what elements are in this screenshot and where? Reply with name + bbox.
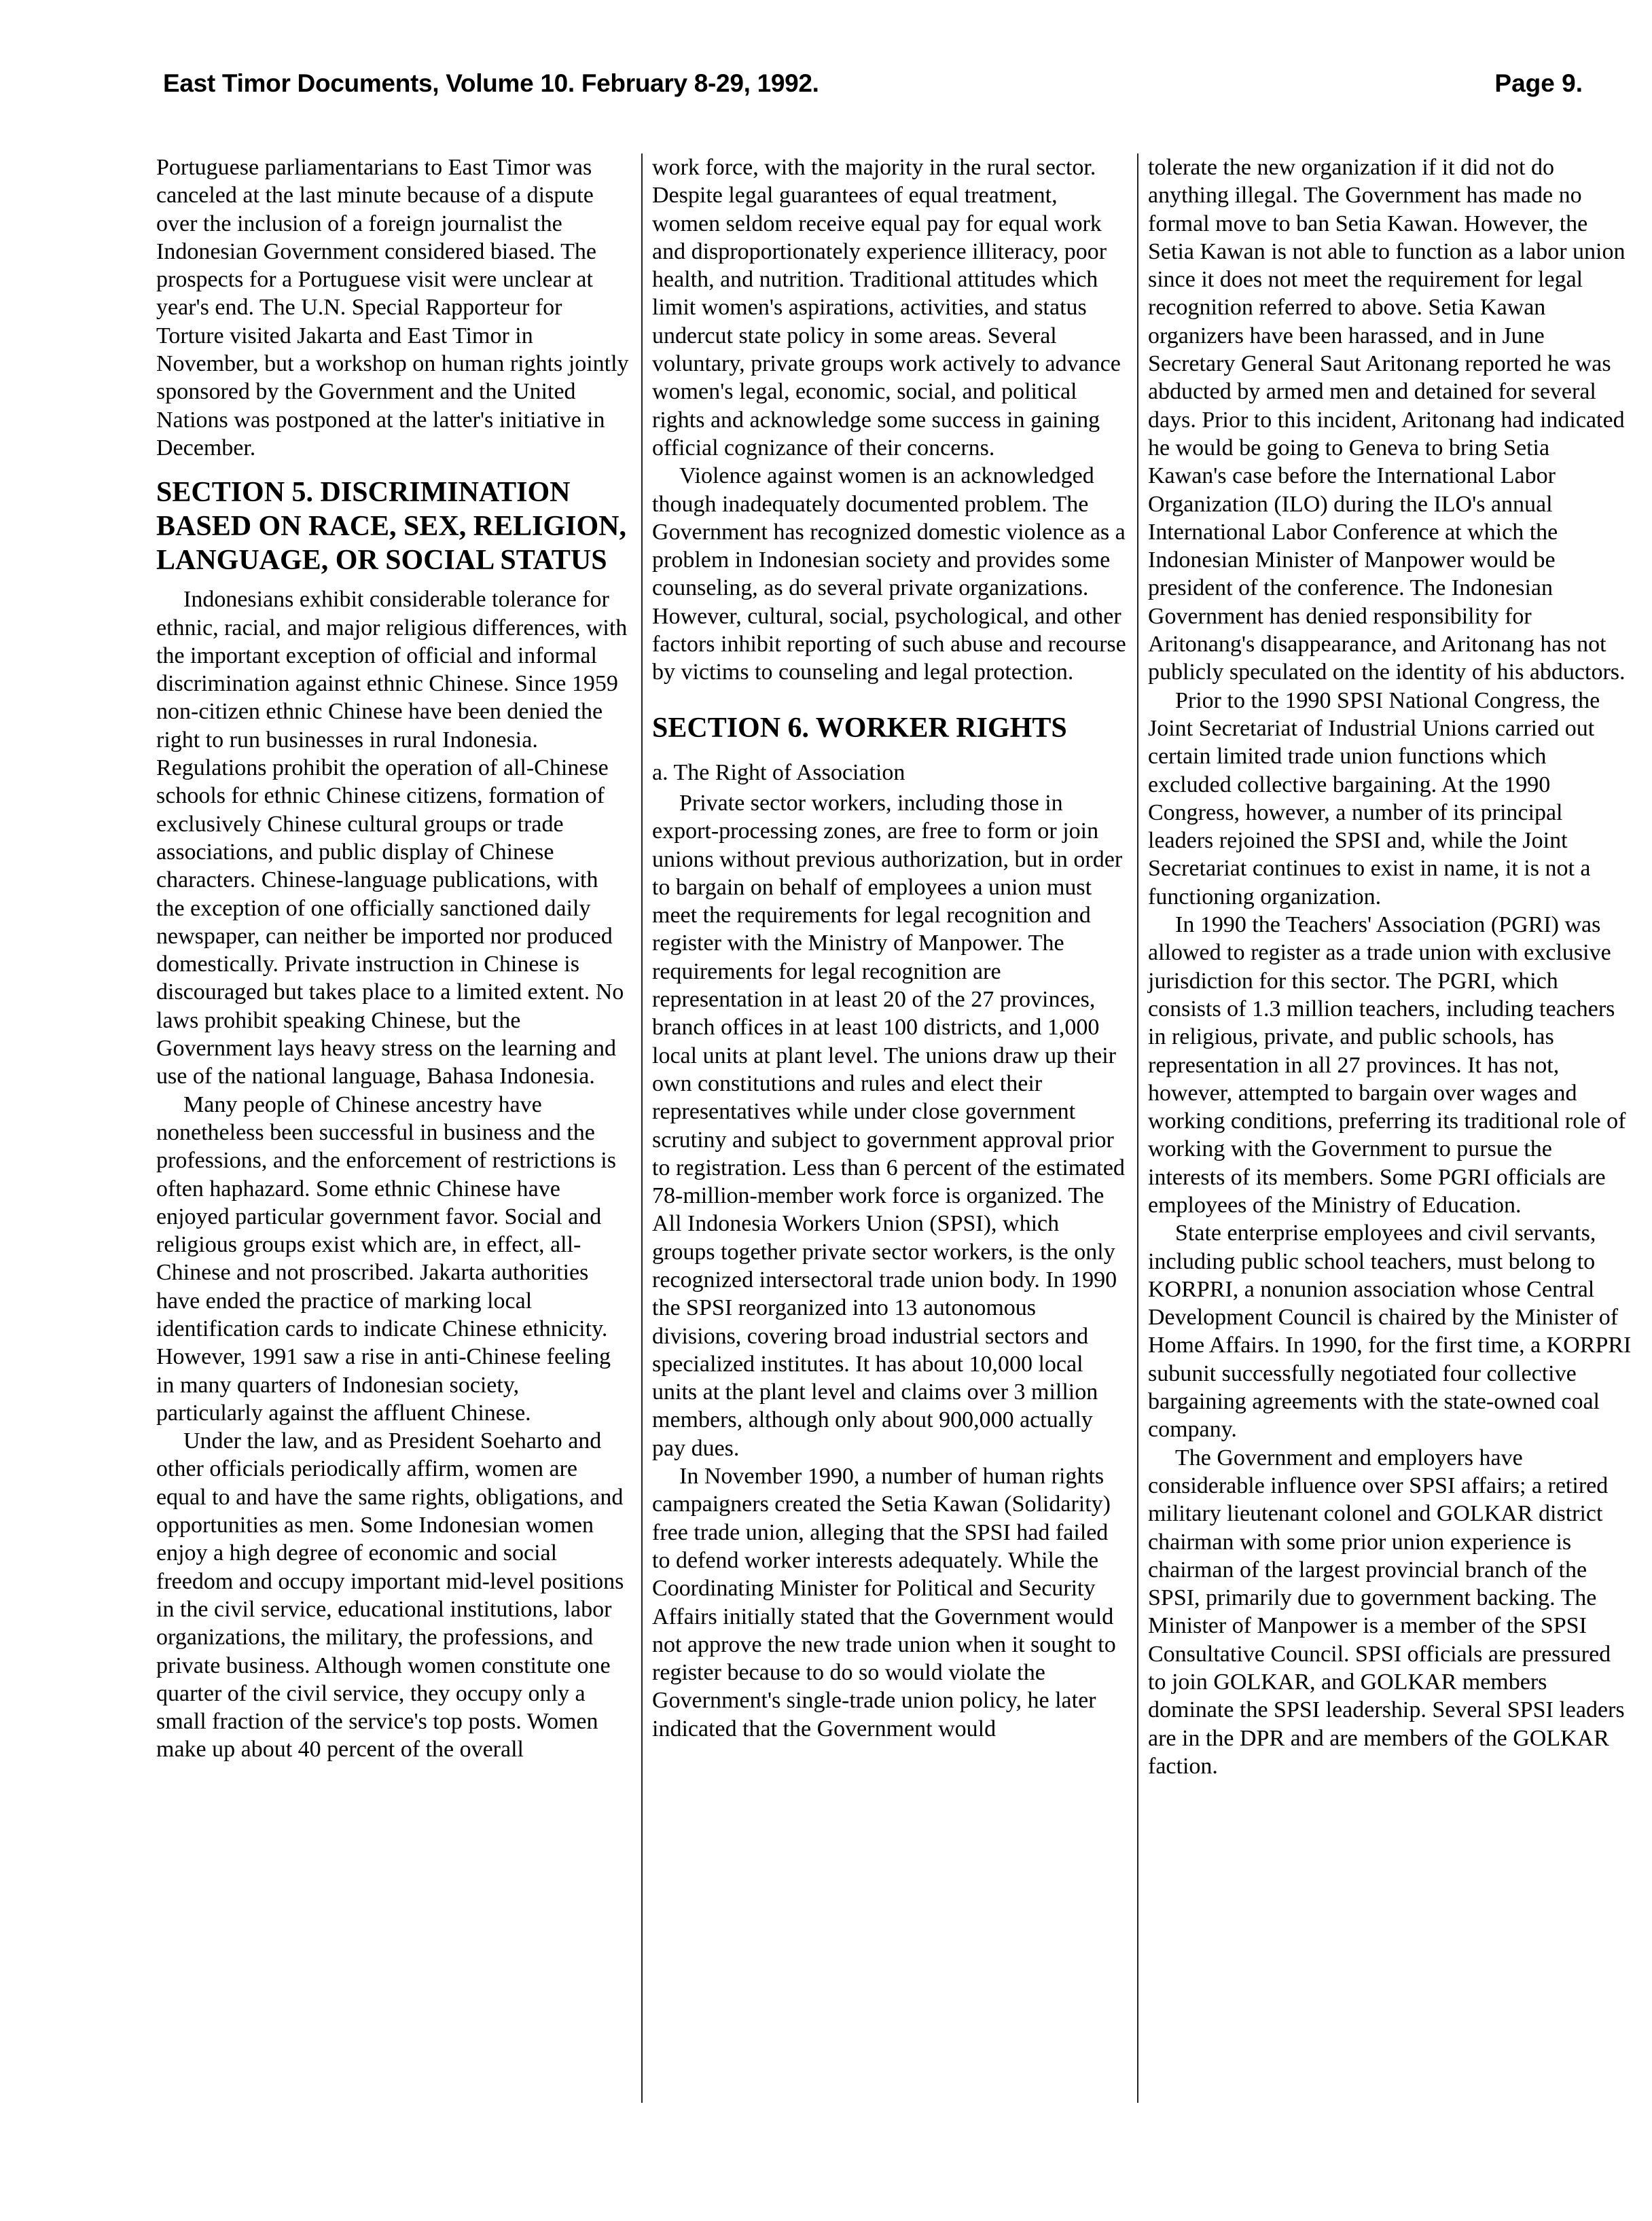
text-column-2 <box>652 154 1128 1743</box>
paragraph: Violence against women is an acknowledged though inadequately documented problem. The Government has recognized domestic violence as a problem in Indonesian society and provides some counseling, as do several private organizations. However, cultural, social, psychological, and other factors inhibit reporting of such abuse and recourse by victims to counseling and legal protection. <box>652 463 1126 685</box>
paragraph: Indonesians exhibit considerable tolerance for ethnic, racial, and major religious differences, with the important exception of official and informal discrimination against ethnic Chinese. Since 1959 non-citizen ethnic Chinese have been denied the right to run businesses in rural Indonesia. Regulations prohibit the operation of all-Chinese schools for ethnic Chinese citizens, formation of exclusively Chinese cultural groups or trade associations, and public display of Chinese characters. Chinese-language publications, with the exception of one officially sanctioned daily newspaper, can neither be imported nor produced domestically. Private instruction in Chinese is discouraged but takes place to a limited extent. No laws prohibit speaking Chinese, but the Government lays heavy stress on the learning and use of the national language, Bahasa Indonesia. <box>156 587 628 1089</box>
paragraph: work force, with the majority in the rural sector. Despite legal guarantees of equal treatment, women seldom receive equal pay for equal work and disproportionately experience illiteracy, poor health, and nutrition. Traditional attitudes which limit women's aspirations, activities, and status undercut state policy in some areas. Several voluntary, private groups work actively to advance women's legal, economic, social, and political rights and acknowledge some success in gaining official cognizance of their concerns. <box>652 155 1121 461</box>
paragraph: Private sector workers, including those in export-processing zones, are free to form or join unions without previous authorization, but in order to bargain on behalf of employees a union must meet the requirements for legal recognition and register with the Ministry of Manpower. The requirements for legal recognition are representation in at least 20 of the 27 provinces, branch offices in at least 100 districts, and 1,000 local units at plant level. The unions draw up their own constitutions and rules and elect their representatives while under close government scrutiny and subject to government approval prior to registration. Less than 6 percent of the estimated 78-million-member work force is organized. The All Indonesia Workers Union (SPSI), which groups together private sector workers, is the only recognized intersectoral trade union body. In 1990 the SPSI reorganized into 13 autonomous divisions, covering broad industrial sectors and specialized institutes. It has about 10,000 local units at the plant level and claims over 3 million members, although only about 900,000 actually pay dues. <box>652 790 1125 1461</box>
paragraph: Many people of Chinese ancestry have nonetheless been successful in business and the professions, and the enforcement of restrictions is often haphazard. Some ethnic Chinese have enjoyed particular government favor. Social and religious groups exist which are, in effect, all-Chinese and not proscribed. Jakarta authorities have ended the practice of marking local identification cards to indicate Chinese ethnicity. However, 1991 saw a rise in anti-Chinese feeling in many quarters of Indonesian society, particularly against the affluent Chinese. <box>156 1091 616 1426</box>
section-heading: SECTION 6. WORKER RIGHTS <box>652 712 1067 744</box>
page-header <box>163 69 1583 117</box>
paragraph: Prior to the 1990 SPSI National Congress, the Joint Secretariat of Industrial Unions carried out certain limited trade union functions which excluded collective bargaining. At the 1990 Congress, however, a number of its principal leaders rejoined the SPSI and, while the Joint Secretariat continues to exist in name, it is not a functioning organization. <box>1148 687 1600 909</box>
text-column-3 <box>1148 154 1632 1780</box>
document-title: East Timor Documents, Volume 10. February 8-29, 1992. <box>163 69 819 97</box>
column-divider <box>1137 154 1138 2103</box>
text-column-1 <box>156 154 630 1764</box>
column-divider <box>641 154 643 2103</box>
page-number: Page 9. <box>1494 69 1583 97</box>
paragraph: In 1990 the Teachers' Association (PGRI) was allowed to register as a trade union with exclusive jurisdiction for this sector. The PGRI, which consists of 1.3 million teachers, including teachers in religious, private, and public schools, has representation in all 27 provinces. It has not, however, attempted to bargain over wages and working conditions, preferring its traditional role of working with the Government to pursue the interests of its members. Some PGRI officials are employees of the Ministry of Education. <box>1148 912 1626 1218</box>
paragraph: tolerate the new organization if it did not do anything illegal. The Government has made no formal move to ban Setia Kawan. However, the Setia Kawan is not able to function as a labor union since it does not meet the requirement for legal recognition referred to above. Setia Kawan organizers have been harassed, and in June Secretary General Saut Aritonang reported he was abducted by armed men and detained for several days. Prior to this incident, Aritonang had indicated he would be going to Geneva to bring Setia Kawan's case before the International Labor Organization (ILO) during the ILO's annual International Labor Conference at which the Indonesian Minister of Manpower would be president of the conference. The Indonesian Government has denied responsibility for Aritonang's disappearance, and Aritonang has not publicly speculated on the identity of his abductors. <box>1148 155 1626 685</box>
section-heading: SECTION 5. DISCRIMINATION BASED ON RACE, SEX, RELIGION, LANGUAGE, OR SOCIAL STATUS <box>156 477 626 577</box>
paragraph: State enterprise employees and civil servants, including public school teachers, must belong to KORPRI, a nonunion association whose Central Development Council is chaired by the Minister of Home Affairs. In 1990, for the first time, a KORPRI subunit successfully negotiated four collective bargaining agreements with the state-owned coal company. <box>1148 1221 1632 1443</box>
paragraph: The Government and employers have considerable influence over SPSI affairs; a retired military lieutenant colonel and GOLKAR district chairman with some prior union experience is chairman of the largest provincial branch of the SPSI, primarily due to government backing. The Minister of Manpower is a member of the SPSI Consultative Council. SPSI officials are pressured to join GOLKAR, and GOLKAR members dominate the SPSI leadership. Several SPSI leaders are in the DPR and are members of the GOLKAR faction. <box>1148 1445 1625 1779</box>
paragraph: Portuguese parliamentarians to East Timor was canceled at the last minute because of a dispute over the inclusion of a foreign journalist the Indonesian Government considered biased. The prospects for a Portuguese visit were unclear at year's end. The U.N. Special Rapporteur for Torture visited Jakarta and East Timor in November, but a workshop on human rights jointly sponsored by the Government and the United Nations was postponed at the latter's initiative in December. <box>156 155 629 461</box>
paragraph: Under the law, and as President Soeharto and other officials periodically affirm, women are equal to and have the same rights, obligations, and opportunities as men. Some Indonesian women enjoy a high degree of economic and social freedom and occupy important mid-level positions in the civil service, educational institutions, labor organizations, the military, the professions, and private business. Although women constitute one quarter of the civil service, they occupy only a small fraction of the service's top posts. Women make up about 40 percent of the overall <box>156 1428 624 1763</box>
subsection-heading: a. The Right of Association <box>652 759 905 785</box>
paragraph: In November 1990, a number of human rights campaigners created the Setia Kawan (Solidarity) free trade union, alleging that the SPSI had failed to defend worker interests adequately. While the Coordinating Minister for Political and Security Affairs initially stated that the Government would not approve the new trade union when it sought to register because to do so would violate the Government's single-trade union policy, he later indicated that the Government would <box>652 1464 1116 1741</box>
